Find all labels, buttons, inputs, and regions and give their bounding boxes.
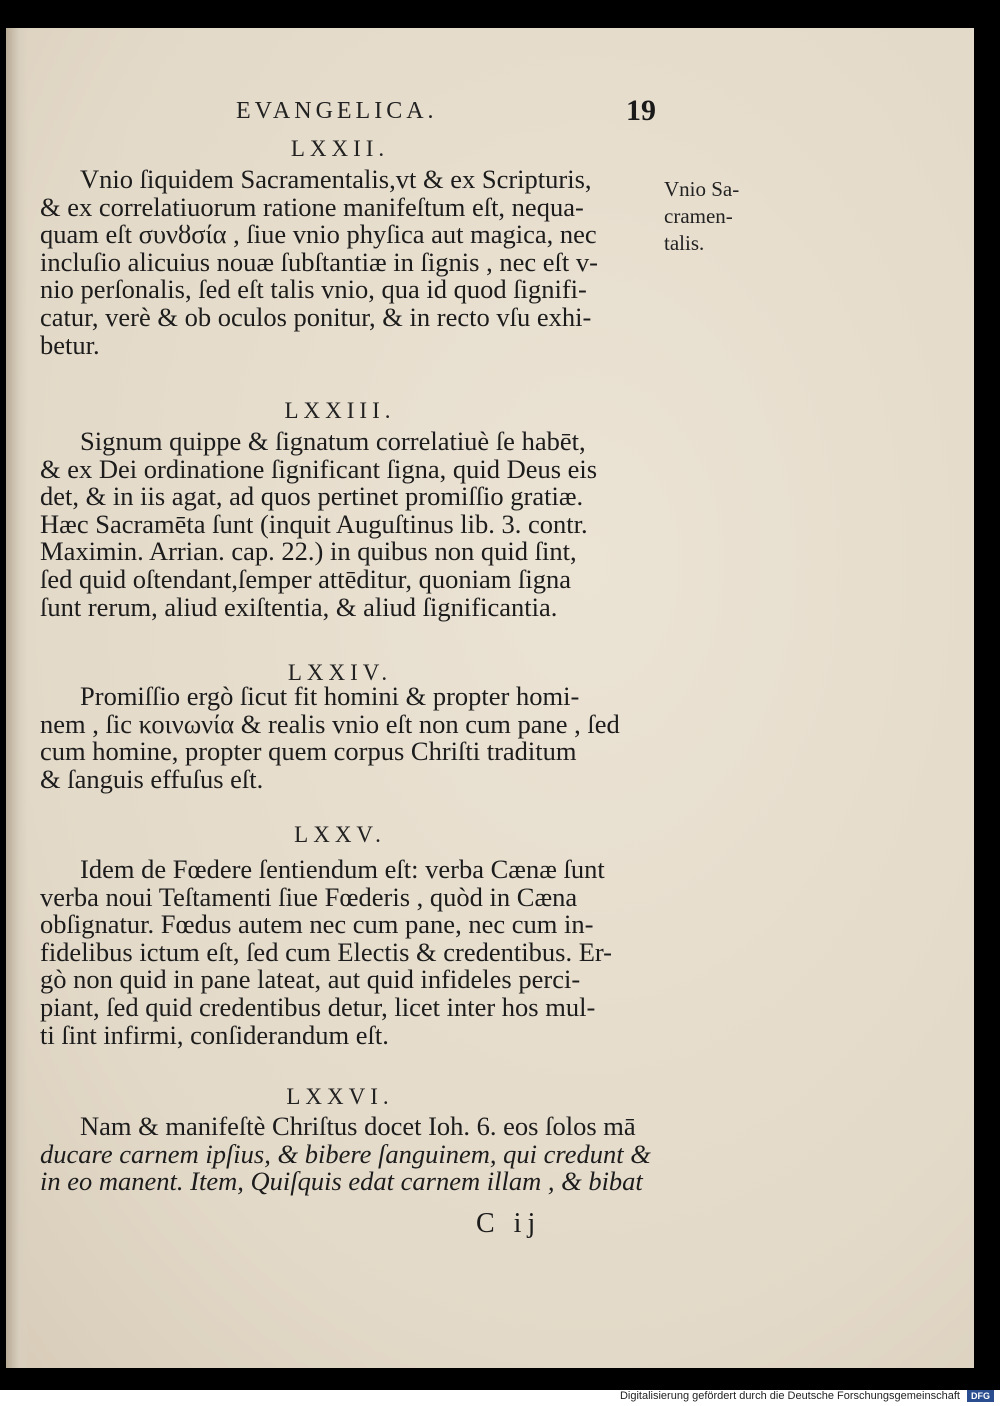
text-line: in eo manent. Item, Quiſquis edat carnem illam , & bibat xyxy=(40,1166,643,1197)
text-line: cum homine, propter quem corpus Chriſti traditum xyxy=(40,736,577,767)
text-line: verba noui Teſtamenti ſiue Fœderis , quòd in Cæna xyxy=(40,881,578,912)
text-line: Nam & manifeſtè Chriſtus docet Ioh. 6. eos ſolos mā xyxy=(80,1111,636,1141)
text-line: fidelibus ictum eſt, ſed cum Electis & credentibus. Er- xyxy=(40,936,613,967)
funding-notice: Digitalisierung gefördert durch die Deutsche Forschungsgemeinschaft xyxy=(619,1390,960,1403)
margin-note xyxy=(664,176,739,257)
margin-note-line: talis. xyxy=(664,231,705,255)
text-line: Hæc Sacramēta ſunt (inquit Auguſtinus lib. 3. contr. xyxy=(40,508,588,539)
text-line: obſignatur. Fœdus autem nec cum pane, nec cum in- xyxy=(40,909,594,940)
margin-note-line: Vnio Sa- xyxy=(664,177,740,201)
dfg-logo-icon: DFG xyxy=(967,1390,994,1402)
paragraph-lxxii xyxy=(40,166,660,359)
text-line: ti ſint infirmi, conſiderandum eſt. xyxy=(40,1019,389,1050)
text-line: Promiſſio ergò ſicut fit homini & propter homi- xyxy=(80,681,580,711)
section-number: LXXIII. xyxy=(284,398,396,423)
text-line: nio perſonalis, ſed eſt talis vnio, qua id quod ſignifi- xyxy=(40,274,587,305)
paragraph-lxxiii xyxy=(40,428,660,621)
text-line: gò non quid in pane lateat, aut quid infideles perci- xyxy=(40,964,581,995)
text-line: ducare carnem ipſius, & bibere ſanguinem, qui credunt & xyxy=(40,1138,651,1169)
book-page xyxy=(6,28,974,1368)
text-line: Idem de Fœdere ſentiendum eſt: verba Cænæ ſunt xyxy=(80,854,605,884)
margin-note-line: cramen- xyxy=(664,204,733,228)
text-line: & ſanguis effuſus eſt. xyxy=(40,763,264,794)
page-number: 19 xyxy=(626,94,656,127)
running-head: EVANGELICA. xyxy=(236,98,438,124)
paragraph-lxxv xyxy=(40,856,660,1049)
text-line: incluſio alicuius nouæ ſubſtantiæ in ſignis , nec eſt v- xyxy=(40,246,598,277)
text-line: det, & in iis agat, ad quos pertinet promiſſio gratiæ. xyxy=(40,481,584,512)
text-line: piant, ſed quid credentibus detur, licet inter hos mul- xyxy=(40,991,596,1022)
page-gutter-shadow xyxy=(6,28,28,1368)
text-line: quam eſt συνȣσία , ſiue vnio phyſica aut magica, nec xyxy=(40,219,597,250)
text-line: ſunt rerum, aliud exiſtentia, & aliud ſignificantia. xyxy=(40,591,558,622)
section-number: LXXVI. xyxy=(286,1084,394,1109)
section-number: LXXIV. xyxy=(287,660,393,685)
paragraph-lxxvi xyxy=(40,1113,660,1196)
text-line: Maximin. Arrian. cap. 22.) in quibus non quid ſint, xyxy=(40,536,577,567)
text-line: ſed quid oſtendant,ſemper attēditur, quoniam ſigna xyxy=(40,563,572,594)
section-number: LXXV. xyxy=(294,822,386,847)
text-line: catur, verè & ob oculos ponitur, & in recto vſu exhi- xyxy=(40,301,592,332)
section-number: LXXII. xyxy=(290,136,390,161)
text-line: & ex Dei ordinatione ſignificant ſigna, quid Deus eis xyxy=(40,453,598,484)
text-line: nem , ſic κοινωνία & realis vnio eſt non cum pane , ſed xyxy=(40,708,620,739)
signature-mark: C ij xyxy=(476,1208,542,1239)
text-line: betur. xyxy=(40,329,100,360)
text-line: Vnio ſiquidem Sacramentalis,vt & ex Scripturis, xyxy=(80,164,592,194)
footer-bar xyxy=(0,1390,1000,1406)
text-line: & ex correlatiuorum ratione manifeſtum eſt, nequa- xyxy=(40,191,584,222)
text-line: Signum quippe & ſignatum correlatiuè ſe habēt, xyxy=(80,426,586,456)
paragraph-lxxiv xyxy=(40,683,660,793)
